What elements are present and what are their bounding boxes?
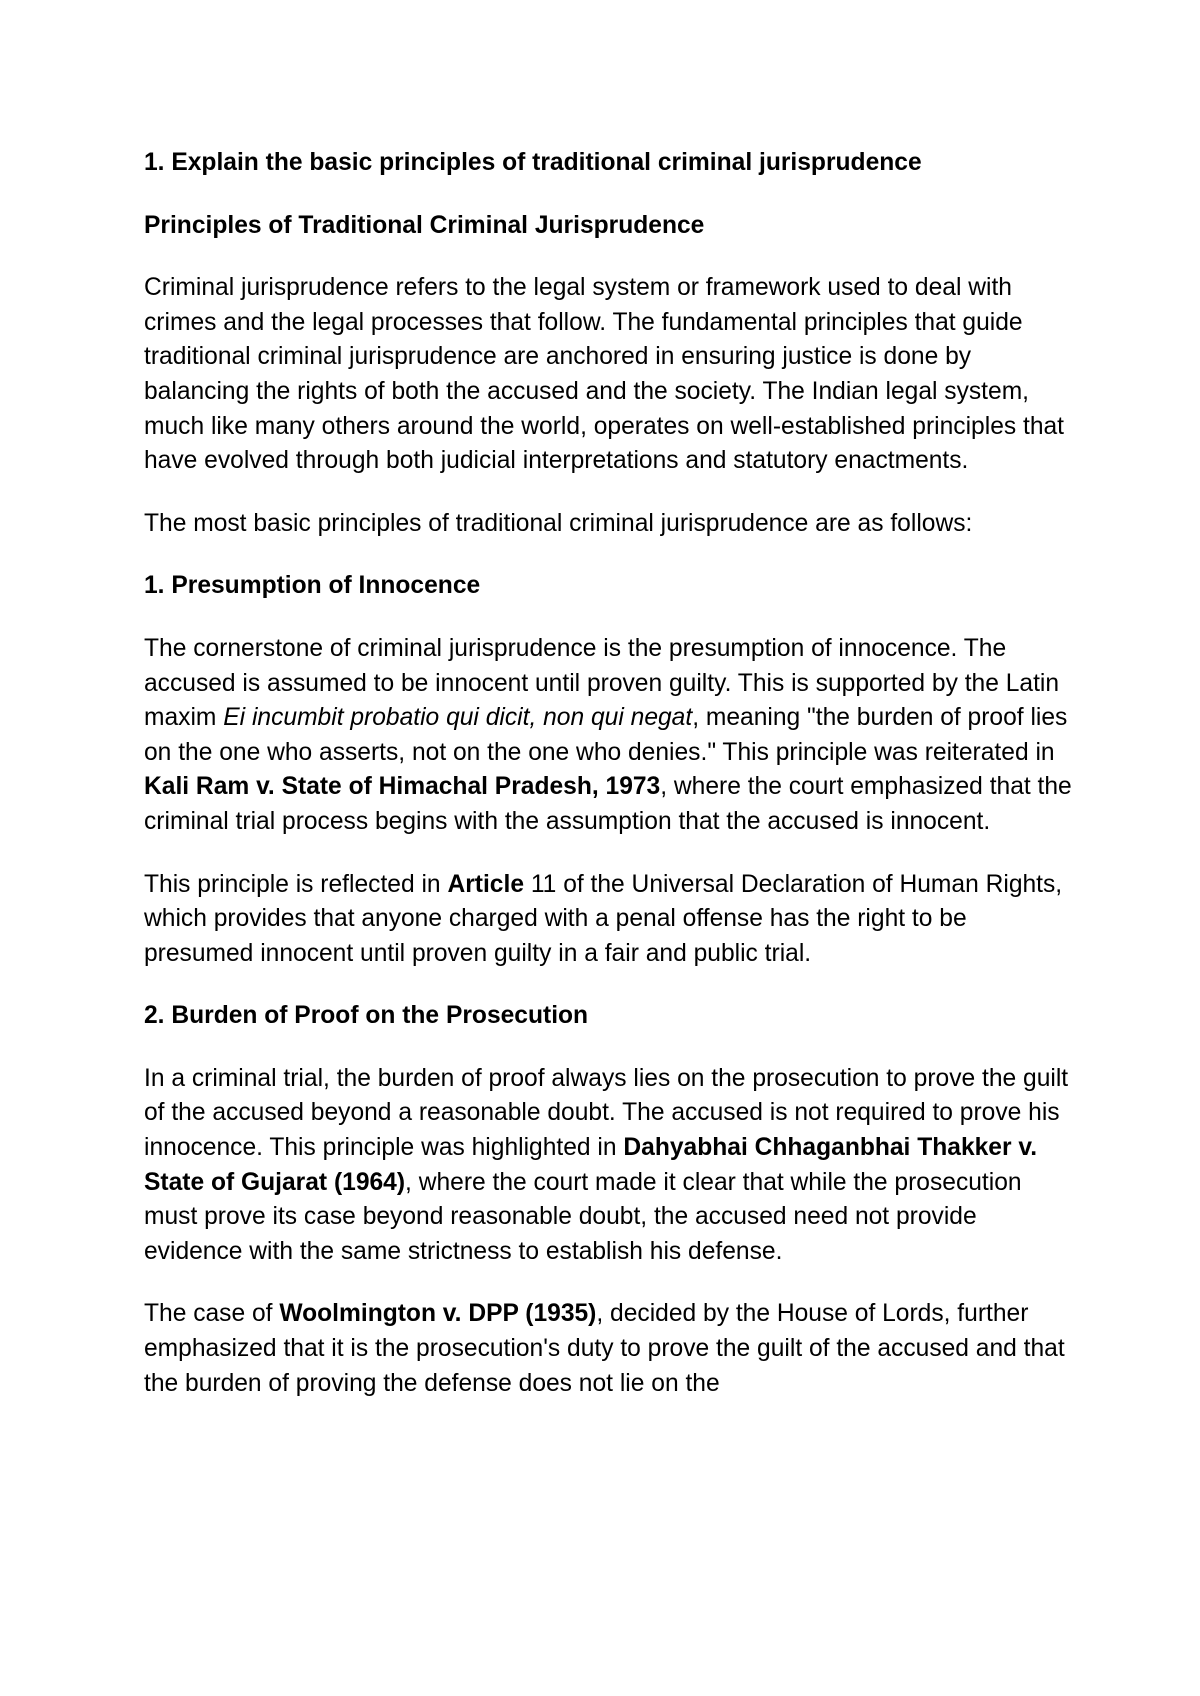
text-run: In a criminal trial, the burden of proof always lies on the prosecution to prove the guilt of the accused beyond a reasonable doubt. The accused is not required to prove his innocence. This principle was highlighted in xyxy=(144,1064,1069,1162)
text-run: 11 of the Universal Declaration of Human Rights, which provides that anyone charged with a penal offense has the right to be presumed innocent until proven guilty in a fair and public trial. xyxy=(144,870,1063,967)
article-reference: Article xyxy=(447,870,524,898)
case-citation: Dahyabhai Chhaganbhai Thakker v. State of Gujarat (1964) xyxy=(144,1134,1038,1196)
question-title: 1. Explain the basic principles of traditional criminal jurisprudence xyxy=(144,149,922,176)
case-citation: Kali Ram v. State of Himachal Pradesh, 1973 xyxy=(144,773,661,801)
section-1-paragraph-1 xyxy=(144,632,1074,840)
text-run: , where the court emphasized that the criminal trial process begins with the assumption that the accused is innocent. xyxy=(144,773,1072,835)
text-run: The case of xyxy=(144,1300,280,1328)
text-run: , meaning "the burden of proof lies on the one who asserts, not on the one who denies." This principle was reiterated in xyxy=(144,704,1068,766)
section-1-title: 1. Presumption of Innocence xyxy=(144,572,481,600)
text-run: The cornerstone of criminal jurisprudence is the presumption of innocence. The accused is assumed to be innocent until proven guilty. This is supported by the Latin maxim xyxy=(144,634,1060,732)
latin-maxim: Ei incumbit probatio qui dicit, non qui negat xyxy=(223,704,693,732)
section-2-title: 2. Burden of Proof on the Prosecution xyxy=(144,1002,589,1030)
main-heading: Principles of Traditional Criminal Jurisprudence xyxy=(144,211,705,239)
document-page xyxy=(144,146,1074,1429)
text-run: This principle is reflected in xyxy=(144,870,448,898)
section-2-paragraph-1 xyxy=(144,1062,1074,1270)
intro-paragraph: Criminal jurisprudence refers to the legal system or framework used to deal with crimes and the legal processes that follow. The fundamental principles that guide traditional criminal jurisprudence are anchored in ensuring justice is done by balancing the rights of both the accused and the society. The Indian legal system, much like many others around the world, operates on well-established principles that have evolved through both judicial interpretations and statutory enactments. xyxy=(144,274,1065,475)
text-run: , where the court made it clear that while the prosecution must prove its case beyond reasonable doubt, the accused need not provide evidence with the same strictness to establish his defense. xyxy=(144,1168,1022,1265)
case-citation: Woolmington v. DPP (1935) xyxy=(279,1300,597,1328)
lead-paragraph: The most basic principles of traditional criminal jurisprudence are as follows: xyxy=(144,509,973,537)
section-1-paragraph-2 xyxy=(144,868,1074,972)
text-run: , decided by the House of Lords, further emphasized that it is the prosecution's duty to prove the guilt of the accused and that the burden of proving the defense does not lie on the xyxy=(144,1300,1065,1397)
section-2-paragraph-2 xyxy=(144,1297,1074,1401)
